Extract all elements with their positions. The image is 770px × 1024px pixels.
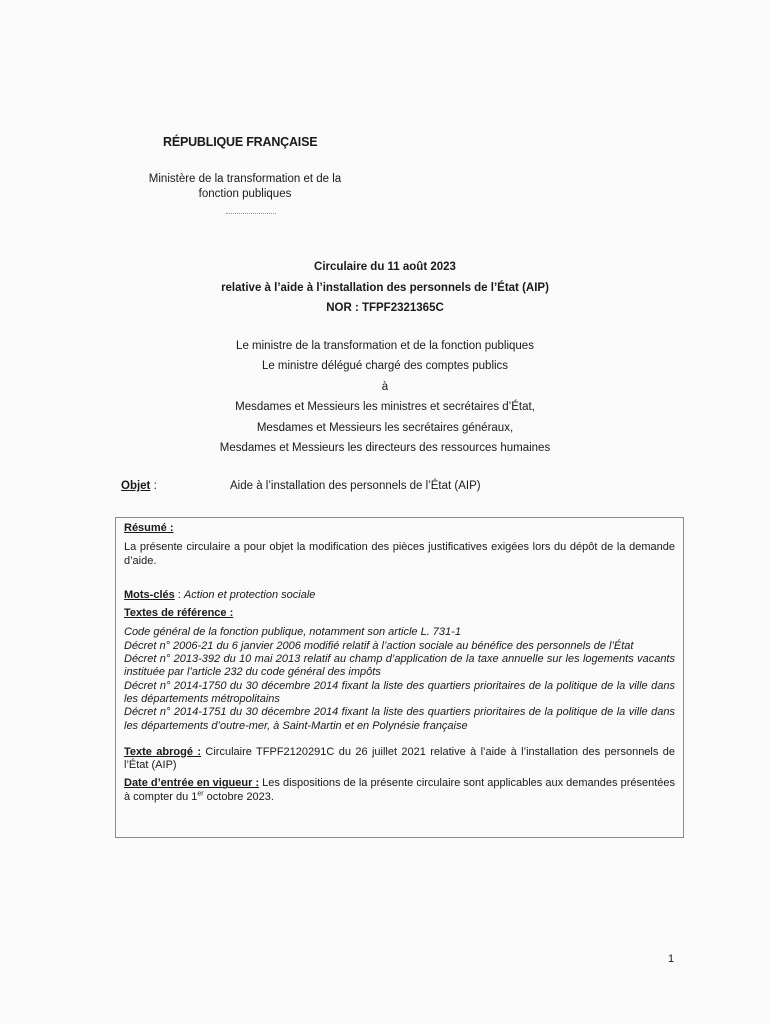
mots-cles-label: Mots-clés <box>124 588 175 601</box>
sender-2: Le ministre délégué chargé des comptes publics <box>261 360 509 373</box>
ministry-line-1: Ministère de la transformation et de la <box>148 173 342 185</box>
reference-item: Code général de la fonction publique, notamment son article L. 731-1 <box>124 626 461 639</box>
title-nor: NOR : TFPF2321365C <box>326 302 444 314</box>
ministry-name <box>120 172 370 202</box>
to-word: à <box>381 380 389 393</box>
reference-item: Décret n° 2014-1751 du 30 décembre 2014 fixant la liste des quartiers prioritaires de la politique de la ville dans les départements d’outre-mer, à Saint-Martin et en Polynésie française <box>124 706 675 732</box>
header-divider <box>226 213 276 214</box>
recipient-3: Mesdames et Messieurs les directeurs des ressources humaines <box>219 442 551 455</box>
summary-box <box>115 517 684 838</box>
reference-item: Décret n° 2013-392 du 10 mai 2013 relatif au champ d’application de la taxe annuelle sur les logements vacants instituée par l’article 232 du code général des impôts <box>124 653 675 679</box>
vigueur-text: Les dispositions de la présente circulaire sont applicables aux demandes présentées à compter du 1 <box>124 777 675 803</box>
abroge-label: Texte abrogé : <box>124 745 202 758</box>
title-line-1: Circulaire du 11 août 2023 <box>314 261 456 273</box>
reference-item: Décret n° 2006-21 du 6 janvier 2006 modifié relatif à l’action sociale au bénéfice des personnels de l’État <box>124 639 634 652</box>
mots-cles-value: Action et protection sociale <box>183 588 316 601</box>
resume-text: La présente circulaire a pour objet la modification des pièces justificatives exigées lors du dépôt de la demande d’aide. <box>124 541 675 567</box>
objet-label: Objet : <box>121 480 157 492</box>
reference-item: Décret n° 2014-1750 du 30 décembre 2014 fixant la liste des quartiers prioritaires de la politique de la ville dans les départements métropolitains <box>124 679 675 705</box>
abroge-text: Circulaire TFPF2120291C du 26 juillet 2021 relative à l’aide à l’installation des personnels de l’État (AIP) <box>124 745 675 772</box>
objet-colon: : <box>150 480 157 492</box>
recipients-block <box>0 336 770 458</box>
mots-cles-line <box>124 589 675 602</box>
abroge-line <box>124 746 675 773</box>
recipient-2: Mesdames et Messieurs les secrétaires généraux, <box>256 421 514 434</box>
vigueur-line <box>124 777 675 804</box>
title-line-2: relative à l’aide à l’installation des personnels de l’État (AIP) <box>221 281 549 294</box>
summary-content <box>124 522 675 804</box>
objet-text: Aide à l’installation des personnels de l’État (AIP) <box>230 480 481 492</box>
vigueur-end: octobre 2023. <box>203 790 274 803</box>
vigueur-sup: er <box>197 790 204 798</box>
circular-title <box>0 257 770 319</box>
resume-label: Résumé : <box>124 522 174 534</box>
recipient-1: Mesdames et Messieurs les ministres et secrétaires d’État, <box>235 401 535 414</box>
sender-1: Le ministre de la transformation et de la fonction publiques <box>236 340 534 352</box>
mots-cles-sep: : <box>174 588 184 601</box>
textes-reference-label: Textes de référence : <box>124 607 234 620</box>
page-number: 1 <box>668 953 675 965</box>
vigueur-label: Date d’entrée en vigueur : <box>124 777 260 790</box>
ministry-line-2: fonction publiques <box>198 188 292 200</box>
republic-heading: RÉPUBLIQUE FRANÇAISE <box>163 135 318 149</box>
